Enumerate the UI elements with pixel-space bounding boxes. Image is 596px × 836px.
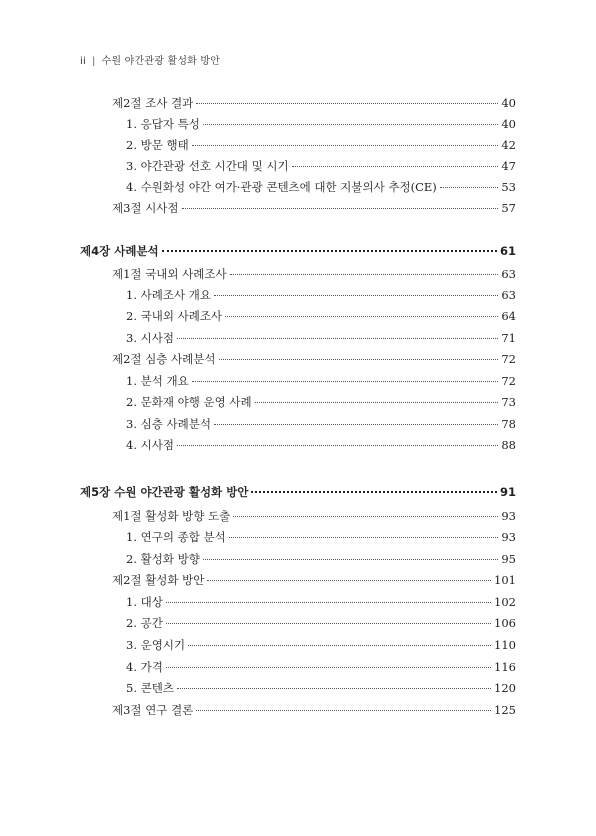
toc-item bbox=[126, 373, 516, 391]
toc-item bbox=[126, 158, 516, 176]
toc-page-number: 102 bbox=[494, 595, 516, 609]
toc-label: 제1절 활성화 방향 도출 bbox=[112, 509, 231, 523]
dot-leader bbox=[192, 381, 499, 382]
dot-leader bbox=[166, 623, 491, 624]
toc-page-number: 125 bbox=[494, 703, 516, 717]
toc-label: 1. 사례조사 개요 bbox=[126, 288, 211, 302]
header-page-number: ii bbox=[80, 56, 86, 67]
toc-page-number: 95 bbox=[501, 552, 516, 566]
toc-page-number: 88 bbox=[501, 438, 516, 452]
dot-leader bbox=[192, 145, 499, 146]
toc-page-number: 72 bbox=[501, 374, 516, 388]
toc-section bbox=[112, 572, 516, 590]
toc-chapter bbox=[80, 243, 516, 261]
toc-page-number: 40 bbox=[501, 117, 516, 131]
toc-item bbox=[126, 394, 516, 412]
dot-leader bbox=[214, 295, 498, 296]
toc-label: 제4장 사례분석 bbox=[80, 244, 159, 258]
dot-leader bbox=[214, 424, 498, 425]
toc-label: 2. 공간 bbox=[126, 616, 163, 630]
toc-page-number: 40 bbox=[501, 96, 516, 110]
toc-page-number: 64 bbox=[501, 309, 516, 323]
toc-page-number: 110 bbox=[494, 638, 516, 652]
toc-page-number: 78 bbox=[501, 417, 516, 431]
toc-section bbox=[112, 266, 516, 284]
toc-label: 2. 방문 행태 bbox=[126, 138, 189, 152]
toc-label: 4. 시사점 bbox=[126, 438, 174, 452]
toc-section bbox=[112, 95, 516, 113]
toc-label: 제2절 활성화 방안 bbox=[112, 573, 205, 587]
dot-leader bbox=[166, 602, 491, 603]
dot-leader bbox=[177, 338, 498, 339]
dot-leader bbox=[166, 667, 491, 668]
toc-page-number: 63 bbox=[501, 288, 516, 302]
toc-item bbox=[126, 287, 516, 305]
toc-section bbox=[112, 200, 516, 218]
toc-item bbox=[126, 179, 516, 197]
toc-label: 2. 국내외 사례조사 bbox=[126, 309, 223, 323]
toc-page-number: 72 bbox=[501, 352, 516, 366]
toc-item bbox=[126, 116, 516, 134]
toc-label: 3. 운영시기 bbox=[126, 638, 186, 652]
toc-page-number: 120 bbox=[494, 681, 516, 695]
toc-item bbox=[126, 594, 516, 612]
dot-leader bbox=[225, 316, 498, 317]
dot-leader bbox=[203, 124, 499, 125]
dot-leader bbox=[292, 166, 499, 167]
header-separator: | bbox=[91, 56, 96, 67]
dot-leader bbox=[196, 103, 498, 104]
toc-item bbox=[126, 615, 516, 633]
toc-label: 제3절 연구 결론 bbox=[112, 703, 194, 717]
toc-page-number: 47 bbox=[501, 159, 516, 173]
toc-item bbox=[126, 680, 516, 698]
toc-label: 제2절 조사 결과 bbox=[112, 96, 194, 110]
toc-label: 2. 문화재 야행 운영 사례 bbox=[126, 395, 252, 409]
toc-label: 제2절 심층 사례분석 bbox=[112, 352, 216, 366]
toc-chapter bbox=[80, 484, 516, 502]
toc-page-number: 63 bbox=[501, 267, 516, 281]
toc-label: 3. 야간관광 선호 시간대 및 시기 bbox=[126, 159, 289, 173]
toc-item bbox=[126, 529, 516, 547]
toc-item bbox=[126, 416, 516, 434]
toc-label: 1. 연구의 종합 분석 bbox=[126, 530, 226, 544]
toc-page-number: 93 bbox=[501, 530, 516, 544]
toc-page-number: 106 bbox=[494, 616, 516, 630]
toc-section bbox=[112, 351, 516, 369]
toc-item bbox=[126, 437, 516, 455]
running-header bbox=[80, 52, 220, 67]
dot-leader bbox=[233, 516, 498, 517]
toc-label: 3. 심층 사례분석 bbox=[126, 417, 211, 431]
toc-label: 제1절 국내외 사례조사 bbox=[112, 267, 227, 281]
toc-label: 제5장 수원 야간관광 활성화 방안 bbox=[80, 485, 249, 499]
toc-page-number: 71 bbox=[501, 331, 516, 345]
toc-label: 1. 분석 개요 bbox=[126, 374, 189, 388]
toc-item bbox=[126, 330, 516, 348]
toc-page-number: 53 bbox=[501, 180, 516, 194]
dot-leader bbox=[203, 559, 499, 560]
toc-item bbox=[126, 659, 516, 677]
dot-leader bbox=[162, 250, 497, 252]
toc-item bbox=[126, 137, 516, 155]
toc-item bbox=[126, 308, 516, 326]
dot-leader bbox=[251, 491, 497, 493]
toc-page-number: 57 bbox=[501, 201, 516, 215]
toc-label: 5. 콘텐츠 bbox=[126, 681, 174, 695]
toc-label: 2. 활성화 방향 bbox=[126, 552, 200, 566]
toc-section bbox=[112, 508, 516, 526]
toc-page-number: 93 bbox=[501, 509, 516, 523]
toc-label: 1. 대상 bbox=[126, 595, 163, 609]
toc-item bbox=[126, 637, 516, 655]
dot-leader bbox=[440, 187, 499, 188]
dot-leader bbox=[188, 645, 491, 646]
toc-page-number: 61 bbox=[499, 244, 516, 258]
toc-page-number: 91 bbox=[499, 485, 516, 499]
toc-label: 3. 시사점 bbox=[126, 331, 174, 345]
dot-leader bbox=[219, 359, 499, 360]
header-title: 수원 야간관광 활성화 방안 bbox=[101, 56, 221, 67]
dot-leader bbox=[177, 688, 491, 689]
toc-item bbox=[126, 551, 516, 569]
toc-page-number: 101 bbox=[494, 573, 516, 587]
toc-label: 1. 응답자 특성 bbox=[126, 117, 200, 131]
toc-page-number: 42 bbox=[501, 138, 516, 152]
toc-page-number: 73 bbox=[501, 395, 516, 409]
dot-leader bbox=[177, 445, 498, 446]
toc-label: 4. 수원화성 야간 여가·관광 콘텐츠에 대한 지불의사 추정(CE) bbox=[126, 180, 437, 194]
toc-section bbox=[112, 702, 516, 720]
dot-leader bbox=[182, 208, 499, 209]
toc-label: 제3절 시사점 bbox=[112, 201, 179, 215]
toc-label: 4. 가격 bbox=[126, 660, 163, 674]
dot-leader bbox=[207, 580, 491, 581]
dot-leader bbox=[230, 274, 499, 275]
toc-page-number: 116 bbox=[494, 660, 516, 674]
dot-leader bbox=[196, 710, 491, 711]
dot-leader bbox=[255, 402, 499, 403]
dot-leader bbox=[229, 537, 499, 538]
